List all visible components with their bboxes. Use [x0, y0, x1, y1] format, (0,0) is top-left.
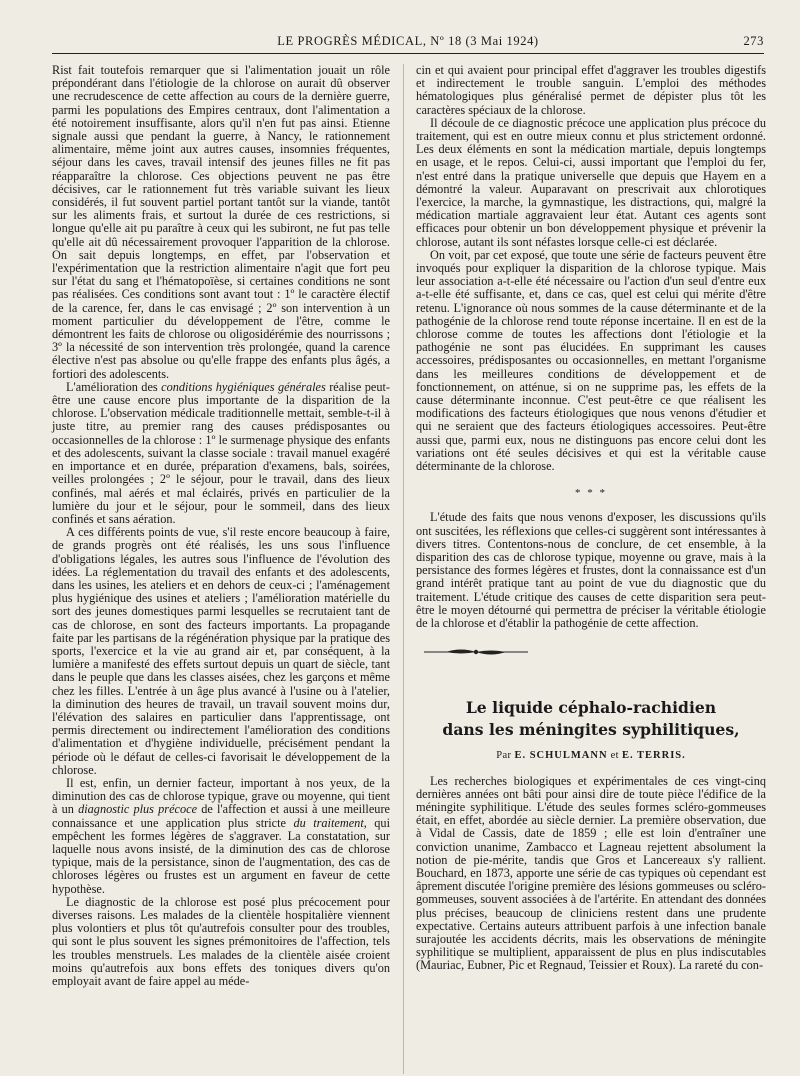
text-run: L'amélioration des: [66, 379, 162, 394]
paragraph: Le diagnostic de la chlorose est posé plus précocement pour diverses raisons. Les malades de la clientèle hospitalière viennent plus volontiers et plus tôt qu'autrefois consulter pour des troubles, qui sont le plus souvent les signes prémonitoires de l'affection, tels les troubles menstruels. Les malades de la clientèle aisée croient moins qu'autrefois aux bons effets des toniques divers qu'on employait avant de faire appel au méde-: [52, 894, 390, 989]
paragraph: cin et qui avaient pour principal effet d'aggraver les troubles digestifs et indirectement le trouble sanguin. L'emploi des méthodes hématologiques plus généralisé permet de dépister plus tôt les caractères spéciaux de la chlorose.: [416, 63, 766, 117]
section-asterism: * * *: [575, 487, 607, 500]
italic-phrase: conditions hygiéniques générales: [161, 379, 326, 394]
byline-conjunction: et: [610, 750, 619, 762]
paragraph: On voit, par cet exposé, que toute une série de facteurs peuvent être invoqués pour expliquer la disparition de la chlorose typique. Mais leur association a-t-elle été nécessaire ou l'action d'un seul d'entre eux a-t-elle été suffisante, et, dans ce cas, quel est celui qui mérite d'être retenu. L'ignorance où nous sommes de la cause déterminante et de la pathogénie de la chlorose rend toute réponse incertaine. Il en est de la chlorose comme de toutes les affections dont l'étiologie et la pathogénie ne sont pas élucidées. En supprimant les causes accessoires, prédisposantes ou occasionnelles, en mettant l'organisme dans les meilleures conditions de développement et de fonctionnement, on atténue, si on ne supprime pas, les effets de la cause déterminante inconnue. C'est peut-être ce que réalisent les modifications des facteurs étiologiques que nous venons d'étudier et qui ne seraient que des facteurs étiologiques accessoires. Peut-être aussi que, parmi eux, nous ne distinguons pas encore celui dont les variations ont été seules décisives et qui est la véritable cause déterminante de la chlorose.: [416, 247, 766, 474]
running-header: [52, 34, 764, 50]
article-title-line-2: dans les méningites syphilitiques,: [442, 720, 740, 740]
author-name: E. TERRIS.: [621, 750, 686, 762]
paragraph: [52, 777, 390, 896]
right-column: [416, 64, 766, 973]
paragraph: L'étude des faits que nous venons d'exposer, les discussions qu'ils ont suscitées, les réflexions que celles-ci suggèrent sont intéressantes à divers titres. Contentons-nous de conclure, de cet ensemble, à la disparition des cas de chlorose typique, moyenne ou grave, mais à la persistance des formes légères et frustes, dont la connaissance est d'un grand intérêt pratique tant au point de vue du diagnostic que du traitement. L'étude critique des causes de cette disparition sera peut-être le moyen détourné qui permettra de préciser la véritable étiologie de la chlorose et d'établir la pathogénie de cette affection.: [416, 510, 766, 630]
text-run: de l'affection et aussi à une meilleure connaissance et une application plus stricte: [52, 802, 391, 830]
text-run: , qui empêchent les formes légères de s'aggraver. La constatation, sur laquelle nous avons insisté, de la diminution des cas de chlorose typique, mais de la persistance, sinon de l'augmentation, des cas de chloroses légères ou frustes est un argument en faveur de cette hypothèse.: [52, 815, 390, 896]
left-column: [52, 64, 390, 988]
italic-phrase: diagnostic plus précoce: [78, 802, 198, 817]
running-title: LE PROGRÈS MÉDICAL, Nº 18 (3 Mai 1924): [277, 34, 539, 48]
text-run: réalise peut-être une cause encore plus importante de la disparition de la chlorose. L'observation médicale traditionnelle mettait, semble-t-il à juste titre, au premier rang des causes prédisposantes ou occasionnelles de la chlorose : 1º le surmenage physique des enfants et des adolescents, suivant la classe sociale : travail manuel exagéré en importance et en durée, préparation d'examens, bals, soirées, veilles prolongées ; 2º le séjour, pour le travail, dans des lieux confinés, mal aérés et mal éclairés, privés en particulier de la lumière du jour et le séjour, pour le sommeil, dans des lieux confinés et sans aération.: [52, 379, 390, 526]
header-rule: [52, 53, 764, 54]
byline-prefix: Par: [496, 750, 512, 762]
paragraph: [52, 381, 390, 526]
author-name: E. SCHULMANN: [514, 750, 608, 762]
paragraph: Il découle de ce diagnostic précoce une application plus précoce du traitement, qui est en outre mieux connu et plus strictement ordonné. Les deux éléments en sont la médication martiale, depuis longtemps en usage, et le repos. Celui-ci, aussi important que l'emploi du fer, n'est entré dans la pratique universelle que depuis que Hayem en a démontré la valeur. Auparavant on prescrivait aux chlorotiques l'exercice, la marche, la gymnastique, les distractions, qui, malgré la médication martiale aggravaient leur état. Autant ces agents sont efficaces pour obtenir un bon développement physique et prévenir la chlorose, autant ils sont néfastes lorsque celle-ci est déclarée.: [416, 115, 766, 249]
paragraph: Rist fait toutefois remarquer que si l'alimentation jouait un rôle prépondérant dans l'étiologie de la chlorose on aurait dû observer une recrudescence de cette affection au cours de la dernière guerre, parmi les populations des Empires centraux, dont l'alimentation a été notoirement insuffisante, alors qu'il n'en fut pas ainsi. Etienne signale aussi que pendant la guerre, à Nancy, le rationnement alimentaire, même joint aux autres causes, insomnies fréquentes, séjour dans les caves, travail intensif des jeunes filles ne fit pas réapparaître la chlorose. Ces objections peuvent ne pas être décisives, car le rationnement fut très variable suivant les lieux considérés, il fut souvent partiel portant tantôt sur la viande, tantôt sur les aliments frais, et surtout la durée de ces restrictions, si longue qu'elle ait pu paraître à ceux qui les subiront, ne fut pas telle qu'elle ait dû nécessairement provoquer l'apparition de la chlorose. On sait depuis longtemps, en effet, par l'observation et l'expérimentation que la restriction alimentaire n'agit que fort peu sur l'état du sang et l'hématopoïèse, si certaines conditions ne sont pas réalisées. Ces conditions sont avant tout : 1º le caractère électif de la carence, fer, dans le cas envisagé ; 2º son intervention à un moment particulier du développement de l'être, comme le démontrent les faits de chlorose ou oligosidérémie des nourrissons ; 3º la nécessité de son intervention très prolongée, quand la carence élective n'est pas absolue ou qu'elle frappe des enfants plus âgés, a fortiori des adolescents.: [52, 63, 390, 381]
text-run: Il est, enfin, un dernier facteur, important à nos yeux, de la diminution des cas de chlorose typique, grave ou moyenne, qui tient à un: [52, 775, 390, 817]
paragraph: A ces différents points de vue, s'il reste encore beaucoup à faire, de grands progrès ont été réalisés, les uns sous l'influence d'obligations légales, les autres sous l'influence de l'évolution des idées. La réglementation du travail des enfants et des adolescents, dans les usines, les ateliers et en dehors de ceux-ci ; l'aménagement plus hygiénique des usines et ateliers ; l'amélioration matérielle du sort des jeunes domestiques parmi lesquelles se recrutaient tant de cas de chlorose, en sont des facteurs importants. La propagande faite par les partisans de la régénération physique par la pratique des sports, l'exercice et la vie au grand air et, par conséquent, à la lumière a manifesté des effets surtout depuis un quart de siècle, tant dans le peuple que dans les classes aisées, chez les garçons et même chez les filles. L'entrée à un âge plus avancé à l'usine ou à l'atelier, la diminution des heures de travail, un travail souvent moins dur, l'élévation des salaires en particulier dans l'apprentissage, ont permis directement ou indirectement l'amélioration des conditions d'alimentation et d'hygiène individuelle, précisément pendant la période où le défaut de celles-ci favorisait le développement de la chlorose.: [52, 525, 390, 777]
byline: [416, 749, 766, 762]
italic-phrase: du traitement: [293, 815, 364, 830]
paragraph: Les recherches biologiques et expérimentales de ces vingt-cinq dernières années ont bâti pour ainsi dire de toute pièce l'édifice de la méningite syphilitique. L'étude des seules formes scléro-gommeuses était, en effet, abordée au siècle dernier. La première observation, due à Vidal de Cassis, date de 1859 ; elle est loin d'entraîner une conviction unanime, Zambacco et Lagneau rejettent absolument la notion de pie-mérite, tandis que Gros et Lancereaux s'y rallient. Bouchard, en 1873, apporte une série de cas typiques où cependant est âprement discutée l'origine première des lésions gommeuses ou scléro-gommeuses, souvent associées à de l'artérite. En attendant des données plus précises, beaucoup de cliniciens restent dans une prudente expectative. Certains auteurs attribuent parfois à une infection banale surajoutée les accidents décrits, mais les observations de méningite syphilitique se multiplient, apparaissent de plus en plus indiscutables (Mauriac, Eubner, Pic et Regnaud, Teissier et Roux). La rareté du con-: [416, 773, 766, 973]
page-number: 273: [743, 34, 764, 48]
column-divider: [403, 64, 404, 1074]
section-ornament: [416, 646, 536, 658]
article-title-line-1: Le liquide céphalo-rachidien: [465, 698, 717, 718]
